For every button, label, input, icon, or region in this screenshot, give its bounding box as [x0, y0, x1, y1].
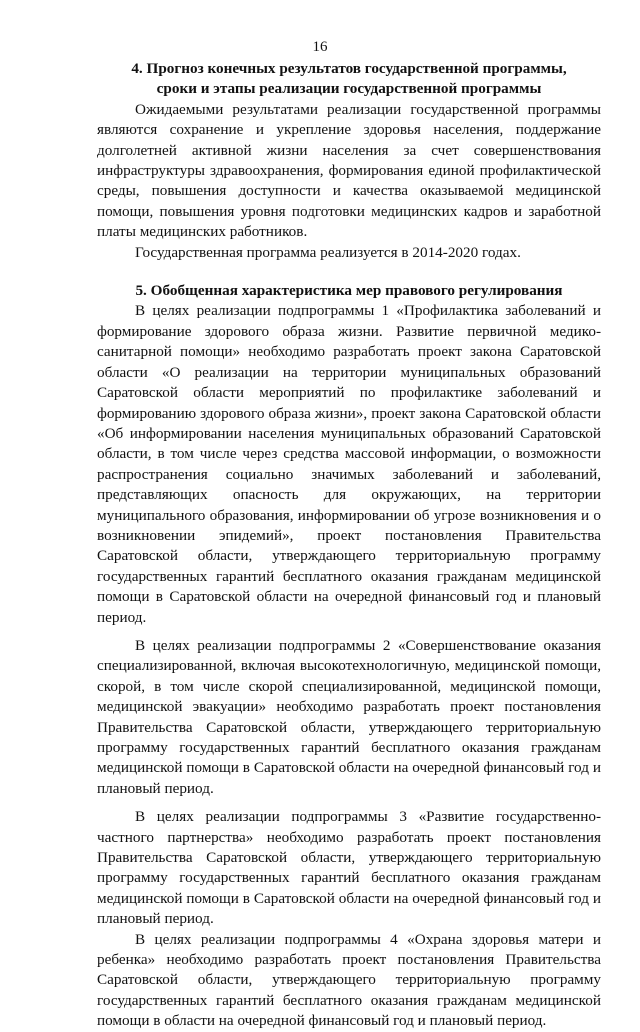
- section-4-paragraph-1: Ожидаемыми результатами реализации государственной программы являются сохранение и укрепление здоровья населения, поддержание долголетней активной жизни населения за счет совершенствования инфраструктуры здравоохранения, формирования единой профилактической среды, повышения доступности и качества оказываемой медицинской помощи, повышения уровня подготовки медицинских кадров и заработной платы медицинских работников.: [97, 100, 601, 241]
- page-number: 16: [312, 39, 328, 55]
- section-5-paragraph-4: В целях реализации подпрограммы 4 «Охрана здоровья матери и ребенка» необходимо разработать проект постановления Правительства Саратовской области, утверждающего территориальную программу государственных гарантий бесплатного оказания гражданам медицинской помощи в области на очередной финансовый год и плановый период.: [97, 930, 601, 1030]
- section-5-paragraph-3: В целях реализации подпрограммы 3 «Развитие государственно-частного партнерства» необходимо разработать проект постановления Правительства Саратовской области, утверждающего территориальную программу государственных гарантий бесплатного оказания гражданам медицинской помощи в Саратовской области на очередной финансовый год и плановый период.: [97, 808, 601, 928]
- section-4-paragraph-2: Государственная программа реализуется в 2014-2020 годах.: [135, 243, 521, 261]
- section-5-paragraph-2: В целях реализации подпрограммы 2 «Совершенствование оказания специализированной, включая высокотехнологичную, медицинской помощи, скорой, в том числе скорой специализированной, медицинской помощи, медицинской эвакуации» необходимо разработать проект постановления Правительства Саратовской области, утверждающего территориальную программу государственных гарантий бесплатного оказания гражданам медицинской помощи в Саратовской области на очередной финансовый год и плановый период.: [97, 636, 601, 797]
- section-5-paragraph-1: В целях реализации подпрограммы 1 «Профилактика заболеваний и формирование здорового образа жизни. Развитие первичной медико-санитарной помощи» необходимо разработать проект закона Саратовской области «О реализации на территории муниципальных образований Саратовской области мероприятий по профилактике заболеваний и формированию здорового образа жизни», проект закона Саратовской области «Об информировании населения муниципальных образований Саратовской области, в том числе через средства массовой информации, о возможности распространения социально значимых заболеваний и заболеваний, представляющих опасность для окружающих, на территории муниципального образования, информировании об угрозе возникновения и о возникновении эпидемий», проект постановления Правительства Саратовской области, утверждающего территориальную программу государственных гарантий бесплатного оказания гражданам медицинской помощи в Саратовской области на очередной финансовый год и плановый период.: [97, 302, 601, 626]
- section-4-heading: [97, 59, 601, 100]
- section-5-heading-text: 5. Обобщенная характеристика мер правового регулирования: [135, 282, 563, 300]
- section-4-heading-line-1: 4. Прогноз конечных результатов государственной программы,: [131, 60, 567, 77]
- section-5-heading: [97, 281, 601, 301]
- section-gap: [97, 263, 601, 281]
- document-body: [97, 59, 601, 1032]
- section-4-heading-line-2: сроки и этапы реализации государственной программы: [156, 80, 542, 98]
